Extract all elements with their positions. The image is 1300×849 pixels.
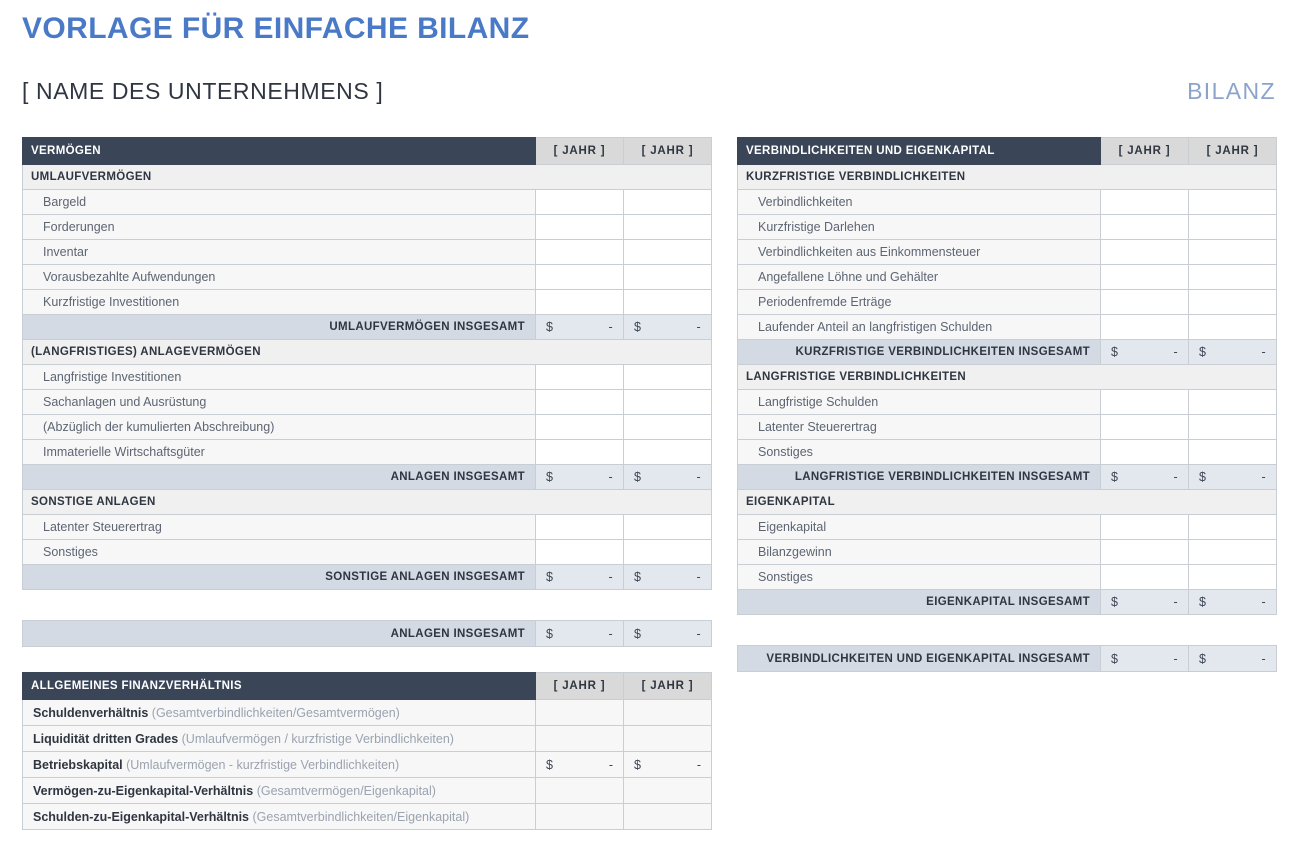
- cell-value: -: [696, 320, 701, 334]
- line-item-year2-input[interactable]: [624, 390, 712, 415]
- liabilities-grand-total-year2[interactable]: [1189, 646, 1277, 672]
- cell-value: -: [696, 626, 701, 641]
- subtotal-label: UMLAUFVERMÖGEN INSGESAMT: [23, 315, 536, 340]
- cell-value: -: [696, 757, 701, 772]
- ratio-label: [23, 778, 536, 804]
- line-item-year2-input[interactable]: [1189, 315, 1277, 340]
- section-header-row: [23, 165, 712, 190]
- ratio-name: Schuldenverhältnis: [33, 705, 149, 720]
- line-item-year2-input[interactable]: [624, 515, 712, 540]
- liabilities-grand-total-label: VERBINDLICHKEITEN UND EIGENKAPITAL INSGESAMT: [738, 646, 1101, 672]
- table-row: [23, 365, 712, 390]
- assets-grand-total-year2[interactable]: [624, 621, 712, 647]
- currency-symbol: $: [634, 626, 642, 641]
- line-item-label: Verbindlichkeiten: [738, 190, 1101, 215]
- subtotal-row: [738, 590, 1277, 615]
- currency-symbol: $: [1111, 470, 1119, 484]
- line-item-label: Inventar: [23, 240, 536, 265]
- table-row: [23, 215, 712, 240]
- ratio-year1-value[interactable]: [536, 700, 624, 726]
- subtotal-label: KURZFRISTIGE VERBINDLICHKEITEN INSGESAMT: [738, 340, 1101, 365]
- cell-value: -: [608, 570, 613, 584]
- line-item-year1-input[interactable]: [1101, 440, 1189, 465]
- line-item-label: Bilanzgewinn: [738, 540, 1101, 565]
- section-label: LANGFRISTIGE VERBINDLICHKEITEN: [738, 365, 1277, 390]
- line-item-year2-input[interactable]: [624, 540, 712, 565]
- line-item-year1-input[interactable]: [536, 265, 624, 290]
- subtotal-year1[interactable]: [536, 315, 624, 340]
- currency-symbol: $: [546, 626, 554, 641]
- company-name-field[interactable]: [ NAME DES UNTERNEHMENS ]: [22, 78, 384, 104]
- table-row: [23, 290, 712, 315]
- table-row: [738, 646, 1277, 672]
- line-item-label: Sonstiges: [23, 540, 536, 565]
- liabilities-grand-total-row: [737, 645, 1277, 672]
- cell-value: -: [696, 470, 701, 484]
- ratio-year1-value[interactable]: [536, 778, 624, 804]
- table-row: [738, 390, 1277, 415]
- ratio-label: [23, 804, 536, 830]
- subtotal-year2[interactable]: [624, 565, 712, 590]
- table-row: [23, 726, 712, 752]
- subtotal-row: [23, 565, 712, 590]
- ratio-description: (Gesamtverbindlichkeiten/Gesamtvermögen): [151, 705, 400, 720]
- subtotal-year2[interactable]: [1189, 340, 1277, 365]
- assets-grand-total-label: ANLAGEN INSGESAMT: [23, 621, 536, 647]
- subtotal-label: ANLAGEN INSGESAMT: [23, 465, 536, 490]
- currency-symbol: $: [634, 320, 642, 334]
- cell-value: -: [608, 626, 613, 641]
- assets-grand-total-year1[interactable]: [536, 621, 624, 647]
- line-item-label: Periodenfremde Erträge: [738, 290, 1101, 315]
- currency-symbol: $: [546, 757, 553, 772]
- cell-value: -: [1261, 651, 1266, 666]
- line-item-year1-input[interactable]: [1101, 515, 1189, 540]
- line-item-year1-input[interactable]: [536, 290, 624, 315]
- subtotal-label: LANGFRISTIGE VERBINDLICHKEITEN INSGESAMT: [738, 465, 1101, 490]
- table-row: [23, 390, 712, 415]
- line-item-year2-input[interactable]: [1189, 390, 1277, 415]
- cell-value: -: [1173, 595, 1178, 609]
- line-item-year2-input[interactable]: [1189, 515, 1277, 540]
- ratio-name: Betriebskapital: [33, 757, 123, 772]
- assets-grand-total-row: [22, 620, 712, 647]
- line-item-year1-input[interactable]: [536, 540, 624, 565]
- ratio-year1-value[interactable]: [536, 804, 624, 830]
- currency-symbol: $: [1199, 595, 1207, 609]
- subtotal-row: [738, 340, 1277, 365]
- table-row: [23, 700, 712, 726]
- liabilities-year1-header[interactable]: [ JAHR ]: [1101, 138, 1189, 165]
- table-row: [738, 565, 1277, 590]
- line-item-label: Angefallene Löhne und Gehälter: [738, 265, 1101, 290]
- currency-symbol: $: [546, 320, 554, 334]
- section-label: (LANGFRISTIGES) ANLAGEVERMÖGEN: [23, 340, 712, 365]
- currency-symbol: $: [634, 570, 642, 584]
- liabilities-header-label: VERBINDLICHKEITEN UND EIGENKAPITAL: [738, 138, 1101, 165]
- subtotal-label: SONSTIGE ANLAGEN INSGESAMT: [23, 565, 536, 590]
- cell-value: -: [1173, 470, 1178, 484]
- currency-symbol: $: [1199, 345, 1207, 359]
- subtotal-year1[interactable]: [536, 465, 624, 490]
- line-item-label: (Abzüglich der kumulierten Abschreibung): [23, 415, 536, 440]
- line-item-label: Immaterielle Wirtschaftsgüter: [23, 440, 536, 465]
- line-item-year2-input[interactable]: [1189, 415, 1277, 440]
- table-header-row: [23, 673, 712, 700]
- currency-symbol: $: [634, 757, 641, 772]
- ratio-description: (Umlaufvermögen - kurzfristige Verbindlichkeiten): [126, 757, 400, 772]
- liabilities-year2-header[interactable]: [ JAHR ]: [1189, 138, 1277, 165]
- line-item-label: Eigenkapital: [738, 515, 1101, 540]
- currency-symbol: $: [1111, 345, 1119, 359]
- line-item-year2-input[interactable]: [624, 265, 712, 290]
- ratio-year2-value[interactable]: [624, 804, 712, 830]
- table-row: [23, 265, 712, 290]
- table-row: [23, 440, 712, 465]
- line-item-year1-input[interactable]: [536, 415, 624, 440]
- subtotal-year1[interactable]: [536, 565, 624, 590]
- section-header-row: [23, 340, 712, 365]
- section-label: UMLAUFVERMÖGEN: [23, 165, 712, 190]
- table-row: [23, 621, 712, 647]
- table-header-row: [23, 138, 712, 165]
- ratio-description: (Gesamtverbindlichkeiten/Eigenkapital): [252, 809, 470, 824]
- currency-symbol: $: [1111, 595, 1119, 609]
- cell-value: -: [608, 320, 613, 334]
- assets-year1-header[interactable]: [ JAHR ]: [536, 138, 624, 165]
- ratio-name: Vermögen-zu-Eigenkapital-Verhältnis: [33, 783, 254, 798]
- ratio-year2-value[interactable]: [624, 778, 712, 804]
- ratio-label: [23, 752, 536, 778]
- subtotal-row: [23, 465, 712, 490]
- table-row: [738, 215, 1277, 240]
- cell-value: -: [1261, 595, 1266, 609]
- subtotal-row: [23, 315, 712, 340]
- line-item-label: Forderungen: [23, 215, 536, 240]
- liabilities-grand-total-year1[interactable]: [1101, 646, 1189, 672]
- assets-table: [22, 137, 712, 590]
- currency-symbol: $: [546, 570, 554, 584]
- ratio-year2-value[interactable]: [624, 700, 712, 726]
- subtotal-year2[interactable]: [1189, 465, 1277, 490]
- line-item-year2-input[interactable]: [624, 190, 712, 215]
- line-item-year1-input[interactable]: [536, 240, 624, 265]
- line-item-label: Latenter Steuerertrag: [738, 415, 1101, 440]
- line-item-year2-input[interactable]: [624, 415, 712, 440]
- section-label: EIGENKAPITAL: [738, 490, 1277, 515]
- section-header-row: [738, 490, 1277, 515]
- cell-value: -: [1173, 651, 1178, 666]
- currency-symbol: $: [1111, 651, 1119, 666]
- subtotal-year2[interactable]: [624, 465, 712, 490]
- table-row: [738, 190, 1277, 215]
- line-item-label: Sonstiges: [738, 440, 1101, 465]
- cell-value: -: [608, 757, 613, 772]
- line-item-year1-input[interactable]: [1101, 315, 1189, 340]
- financial-ratios-table: [22, 672, 712, 830]
- table-row: [738, 540, 1277, 565]
- page-title: VORLAGE FÜR EINFACHE BILANZ: [22, 12, 530, 45]
- table-row: [23, 415, 712, 440]
- line-item-year1-input[interactable]: [536, 215, 624, 240]
- table-row: [23, 540, 712, 565]
- ratios-year1-header[interactable]: [ JAHR ]: [536, 673, 624, 700]
- line-item-year1-input[interactable]: [536, 515, 624, 540]
- ratio-label: [23, 726, 536, 752]
- line-item-year1-input[interactable]: [1101, 540, 1189, 565]
- assets-header-label: VERMÖGEN: [23, 138, 536, 165]
- line-item-year2-input[interactable]: [1189, 565, 1277, 590]
- table-header-row: [738, 138, 1277, 165]
- section-header-row: [738, 165, 1277, 190]
- line-item-label: Langfristige Investitionen: [23, 365, 536, 390]
- line-item-year2-input[interactable]: [624, 240, 712, 265]
- line-item-label: Sachanlagen und Ausrüstung: [23, 390, 536, 415]
- line-item-label: Kurzfristige Darlehen: [738, 215, 1101, 240]
- line-item-year2-input[interactable]: [1189, 215, 1277, 240]
- table-row: [23, 804, 712, 830]
- line-item-year2-input[interactable]: [624, 215, 712, 240]
- line-item-year1-input[interactable]: [1101, 415, 1189, 440]
- line-item-year1-input[interactable]: [536, 190, 624, 215]
- line-item-label: Bargeld: [23, 190, 536, 215]
- line-item-label: Latenter Steuerertrag: [23, 515, 536, 540]
- assets-year2-header[interactable]: [ JAHR ]: [624, 138, 712, 165]
- ratio-year2-value[interactable]: [624, 752, 712, 778]
- line-item-year2-input[interactable]: [1189, 265, 1277, 290]
- ratio-name: Schulden-zu-Eigenkapital-Verhältnis: [33, 809, 250, 824]
- table-row: [23, 515, 712, 540]
- section-header-row: [738, 365, 1277, 390]
- report-kind-label: BILANZ: [1187, 78, 1276, 104]
- ratios-year2-header[interactable]: [ JAHR ]: [624, 673, 712, 700]
- line-item-year1-input[interactable]: [536, 365, 624, 390]
- table-row: [738, 440, 1277, 465]
- ratio-year1-value[interactable]: [536, 752, 624, 778]
- line-item-year2-input[interactable]: [624, 365, 712, 390]
- subtotal-year1[interactable]: [1101, 465, 1189, 490]
- line-item-year1-input[interactable]: [1101, 265, 1189, 290]
- cell-value: -: [1261, 470, 1266, 484]
- line-item-year1-input[interactable]: [1101, 290, 1189, 315]
- table-row: [738, 415, 1277, 440]
- line-item-label: Kurzfristige Investitionen: [23, 290, 536, 315]
- ratio-year1-value[interactable]: [536, 726, 624, 752]
- section-header-row: [23, 490, 712, 515]
- subtotal-year1[interactable]: [1101, 340, 1189, 365]
- table-row: [738, 290, 1277, 315]
- line-item-year1-input[interactable]: [1101, 390, 1189, 415]
- line-item-year1-input[interactable]: [1101, 190, 1189, 215]
- line-item-label: Laufender Anteil an langfristigen Schulden: [738, 315, 1101, 340]
- table-row: [23, 240, 712, 265]
- table-row: [23, 778, 712, 804]
- subtotal-year2[interactable]: [624, 315, 712, 340]
- line-item-year2-input[interactable]: [1189, 540, 1277, 565]
- subtotal-row: [738, 465, 1277, 490]
- ratio-year2-value[interactable]: [624, 726, 712, 752]
- line-item-year1-input[interactable]: [1101, 215, 1189, 240]
- cell-value: -: [696, 570, 701, 584]
- section-label: KURZFRISTIGE VERBINDLICHKEITEN: [738, 165, 1277, 190]
- ratio-label: [23, 700, 536, 726]
- cell-value: -: [608, 470, 613, 484]
- currency-symbol: $: [1199, 651, 1207, 666]
- table-row: [738, 515, 1277, 540]
- line-item-label: Verbindlichkeiten aus Einkommensteuer: [738, 240, 1101, 265]
- ratio-description: (Umlaufvermögen / kurzfristige Verbindlichkeiten): [181, 731, 454, 746]
- table-row: [23, 190, 712, 215]
- table-row: [738, 240, 1277, 265]
- subtotal-label: EIGENKAPITAL INSGESAMT: [738, 590, 1101, 615]
- subtotal-year1[interactable]: [1101, 590, 1189, 615]
- line-item-year2-input[interactable]: [624, 440, 712, 465]
- liabilities-equity-table: [737, 137, 1277, 615]
- line-item-label: Vorausbezahlte Aufwendungen: [23, 265, 536, 290]
- currency-symbol: $: [546, 470, 554, 484]
- line-item-year1-input[interactable]: [1101, 565, 1189, 590]
- currency-symbol: $: [1199, 470, 1207, 484]
- subtotal-year2[interactable]: [1189, 590, 1277, 615]
- line-item-year2-input[interactable]: [1189, 240, 1277, 265]
- line-item-year2-input[interactable]: [624, 290, 712, 315]
- line-item-label: Sonstiges: [738, 565, 1101, 590]
- line-item-year2-input[interactable]: [1189, 190, 1277, 215]
- line-item-year1-input[interactable]: [536, 440, 624, 465]
- line-item-label: Langfristige Schulden: [738, 390, 1101, 415]
- ratio-description: (Gesamtvermögen/Eigenkapital): [256, 783, 436, 798]
- section-label: SONSTIGE ANLAGEN: [23, 490, 712, 515]
- line-item-year1-input[interactable]: [1101, 240, 1189, 265]
- ratios-header-label: ALLGEMEINES FINANZVERHÄLTNIS: [23, 673, 536, 700]
- table-row: [738, 265, 1277, 290]
- cell-value: -: [1173, 345, 1178, 359]
- line-item-year2-input[interactable]: [1189, 440, 1277, 465]
- ratio-name: Liquidität dritten Grades: [33, 731, 179, 746]
- cell-value: -: [1261, 345, 1266, 359]
- line-item-year2-input[interactable]: [1189, 290, 1277, 315]
- table-row: [23, 752, 712, 778]
- line-item-year1-input[interactable]: [536, 390, 624, 415]
- currency-symbol: $: [634, 470, 642, 484]
- table-row: [738, 315, 1277, 340]
